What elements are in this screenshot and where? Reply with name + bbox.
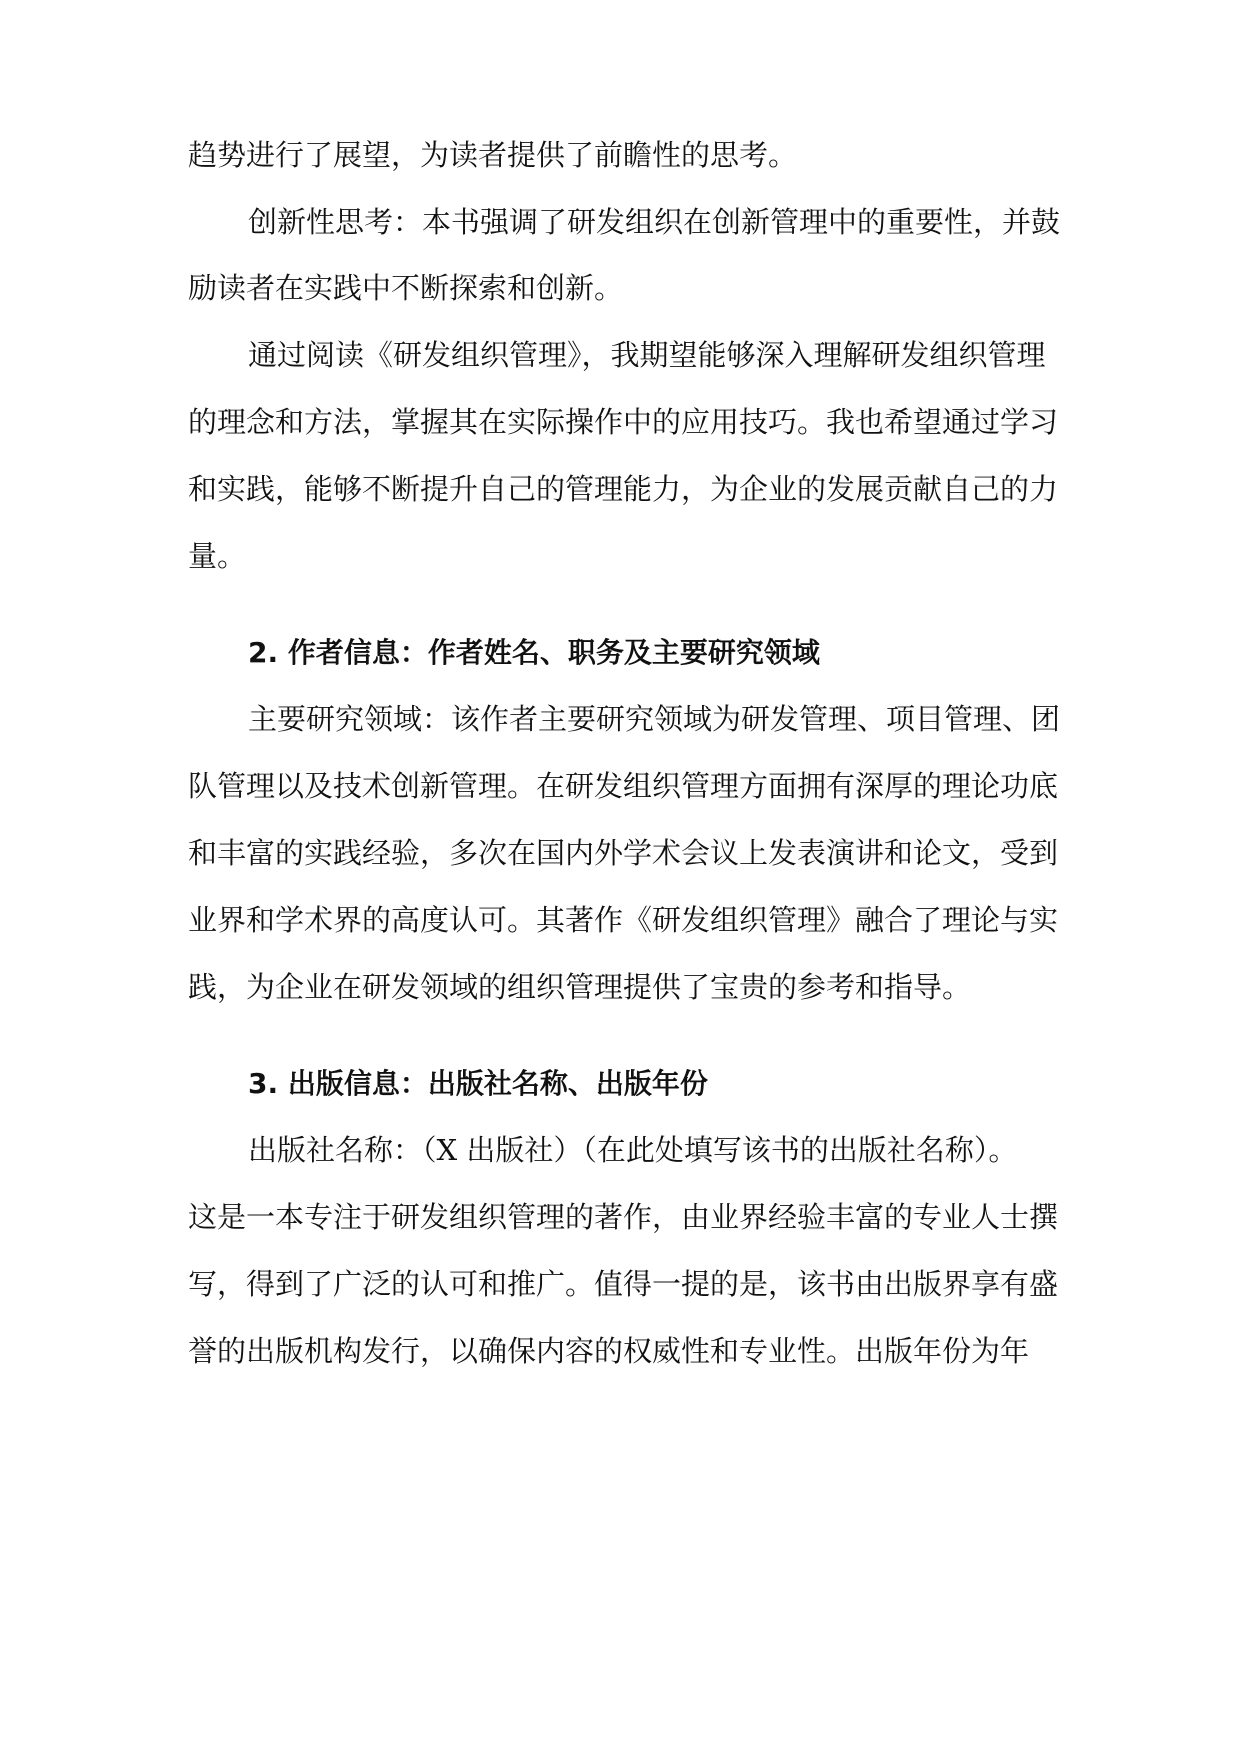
paragraph-line: 业界和学术界的高度认可。其著作《研发组织管理》融合了理论与实 xyxy=(188,903,1059,937)
paragraph-line: 和丰富的实践经验，多次在国内外学术会议上发表演讲和论文，受到 xyxy=(188,836,1059,870)
paragraph-line: 主要研究领域：该作者主要研究领域为研发管理、项目管理、团 xyxy=(248,702,1061,736)
paragraph-line: 创新性思考：本书强调了研发组织在创新管理中的重要性，并鼓 xyxy=(248,205,1061,239)
paragraph-line: 誉的出版机构发行，以确保内容的权威性和专业性。出版年份为年 xyxy=(188,1334,1030,1368)
paragraph-line: 出版社名称：（X 出版社）（在此处填写该书的出版社名称）。 xyxy=(248,1133,1018,1167)
paragraph-line: 励读者在实践中不断探索和创新。 xyxy=(188,271,624,305)
paragraph-line: 践，为企业在研发领域的组织管理提供了宝贵的参考和指导。 xyxy=(188,970,972,1004)
paragraph-line: 写，得到了广泛的认可和推广。值得一提的是，该书由出版界享有盛 xyxy=(188,1267,1059,1301)
paragraph-line: 的理念和方法，掌握其在实际操作中的应用技巧。我也希望通过学习 xyxy=(188,405,1059,439)
paragraph-line: 和实践，能够不断提升自己的管理能力，为企业的发展贡献自己的力 xyxy=(188,472,1059,506)
section-heading: 3. 出版信息：出版社名称、出版年份 xyxy=(248,1067,708,1100)
paragraph-line: 这是一本专注于研发组织管理的著作，由业界经验丰富的专业人士撰 xyxy=(188,1200,1059,1234)
paragraph-line: 量。 xyxy=(188,539,247,573)
paragraph-line: 趋势进行了展望，为读者提供了前瞻性的思考。 xyxy=(188,138,798,172)
paragraph-line: 队管理以及技术创新管理。在研发组织管理方面拥有深厚的理论功底 xyxy=(188,769,1059,803)
section-heading: 2. 作者信息：作者姓名、职务及主要研究领域 xyxy=(248,636,820,669)
paragraph-line: 通过阅读《研发组织管理》，我期望能够深入理解研发组织管理 xyxy=(248,338,1046,372)
